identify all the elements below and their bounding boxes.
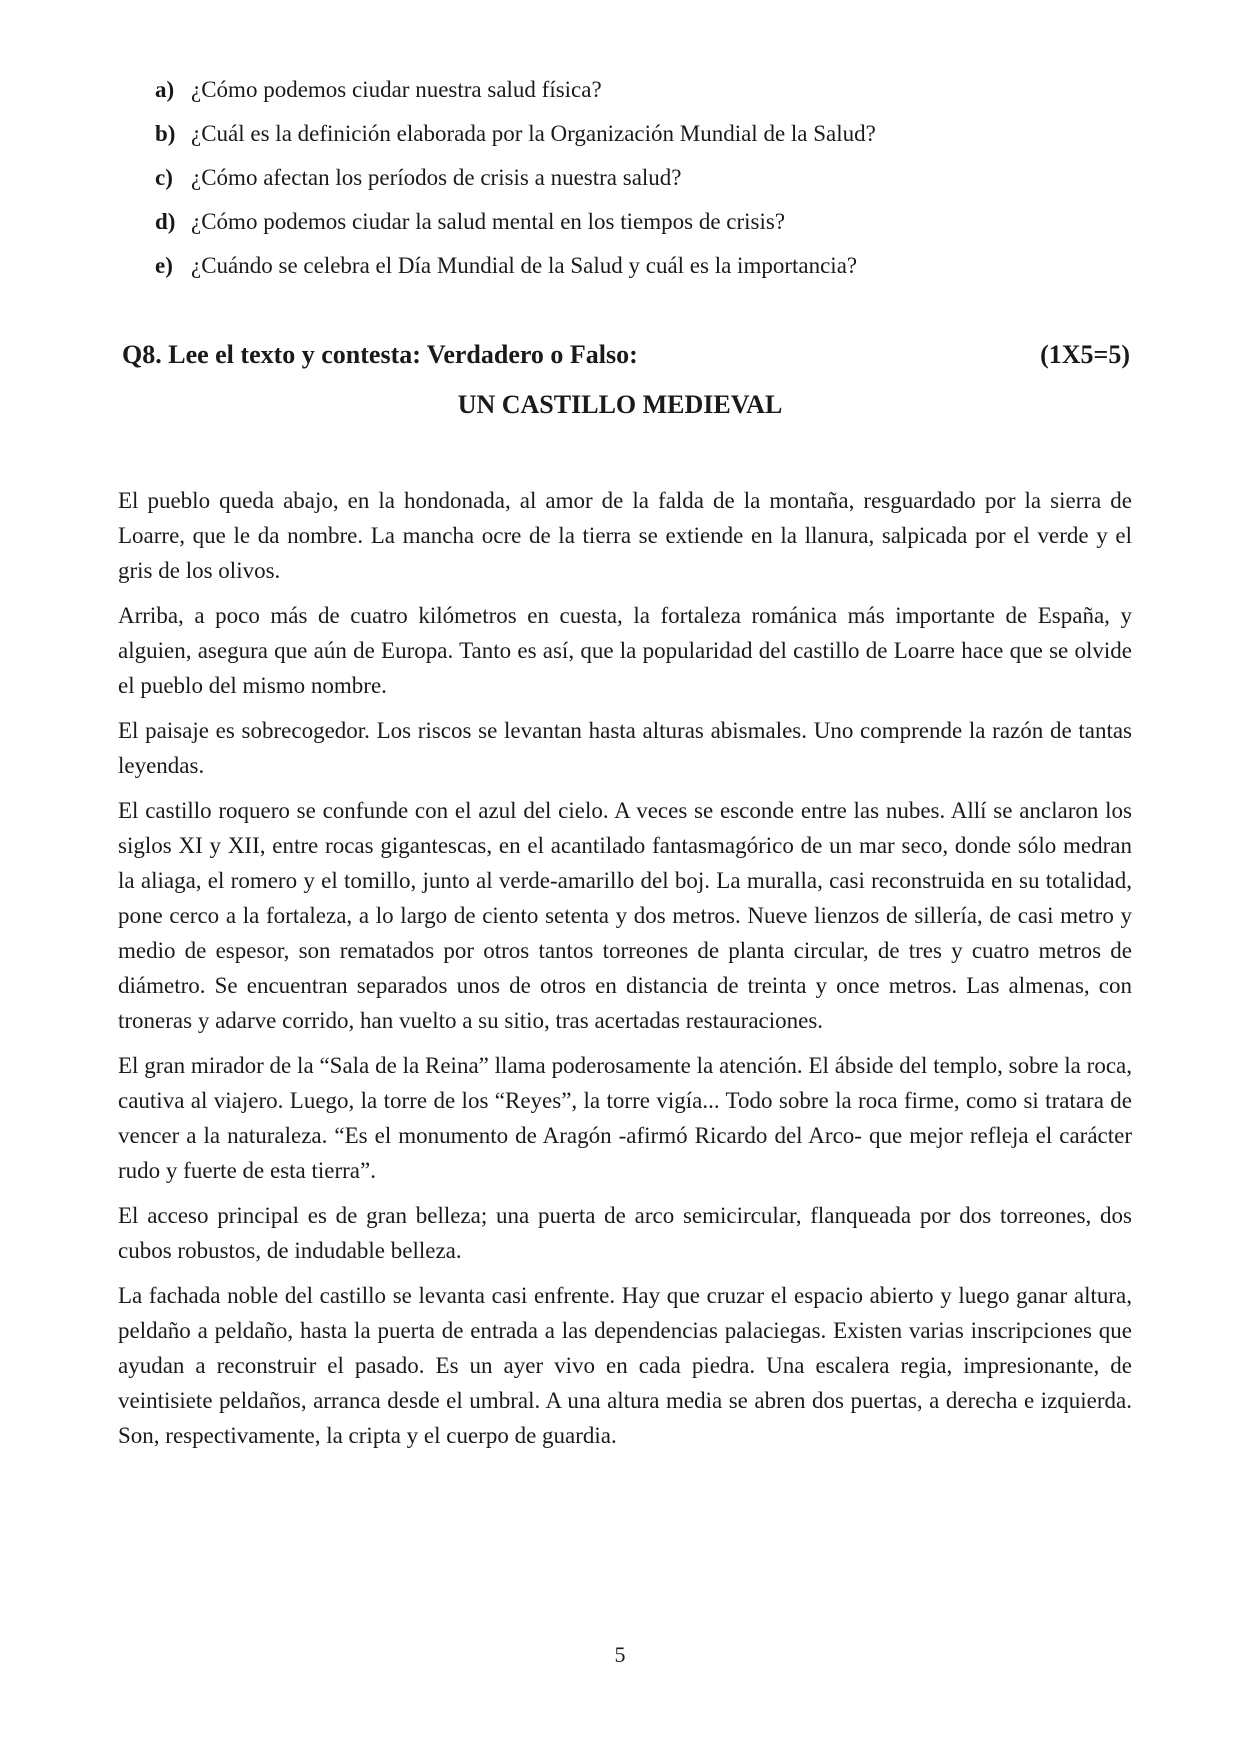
question-letter: c) [155, 165, 173, 190]
section-heading [122, 338, 1130, 372]
paragraph: El castillo roquero se confunde con el azul del cielo. A veces se esconde entre las nubes. Allí se anclaron los siglos XI y XII, entre rocas gigantescas, en el acantilado fantasmagórico de un mar seco, donde sólo medran la aliaga, el romero y el tomillo, junto al verde-amarillo del boj. La muralla, casi reconstruida en su totalidad, pone cerco a la fortaleza, a lo largo de ciento setenta y dos metros. Nueve lienzos de sillería, de casi metro y medio de espesor, son rematados por otros tantos torreones de planta circular, de tres y cuatro metros de diámetro. Se encuentran separados unos de otros en distancia de treinta y once metros. Las almenas, con troneras y adarve corrido, han vuelto a su sitio, tras acertadas restauraciones. [118, 798, 1132, 1033]
question-letter: b) [155, 121, 176, 146]
paragraph: El pueblo queda abajo, en la hondonada, al amor de la falda de la montaña, resguardado por la sierra de Loarre, que le da nombre. La mancha ocre de la tierra se extiende en la llanura, salpicada por el verde y el gris de los olivos. [118, 488, 1132, 583]
question-item [155, 200, 1155, 244]
question-item [155, 112, 1155, 156]
paragraph: La fachada noble del castillo se levanta casi enfrente. Hay que cruzar el espacio abierto y luego ganar altura, peldaño a peldaño, hasta la puerta de entrada a las dependencias palaciegas. Existen varias inscripciones que ayudan a reconstruir el pasado. Es un ayer vivo en cada piedra. Una escalera regia, impresionante, de veintisiete peldaños, arranca desde el umbral. A una altura media se abren dos puertas, a derecha e izquierda. Son, respectivamente, la cripta y el cuerpo de guardia. [118, 1283, 1132, 1448]
question-letter: d) [155, 209, 176, 234]
question-list [155, 68, 1155, 288]
page-number: 5 [614, 1642, 626, 1667]
reading-title: UN CASTILLO MEDIEVAL [457, 390, 783, 419]
paragraph: El acceso principal es de gran belleza; una puerta de arco semicircular, flanqueada por dos torreones, dos cubos robustos, de indudable belleza. [118, 1203, 1132, 1263]
paragraph: Arriba, a poco más de cuatro kilómetros en cuesta, la fortaleza románica más importante de España, y alguien, asegura que aún de Europa. Tanto es así, que la popularidad del castillo de Loarre hace que se olvide el pueblo del mismo nombre. [118, 603, 1132, 698]
section-marks: (1X5=5) [1040, 340, 1130, 369]
paragraph: El paisaje es sobrecogedor. Los riscos se levantan hasta alturas abismales. Uno comprende la razón de tantas leyendas. [118, 718, 1132, 778]
question-text: ¿Cuándo se celebra el Día Mundial de la Salud y cuál es la importancia? [191, 253, 858, 278]
paragraph: El gran mirador de la “Sala de la Reina” llama poderosamente la atención. El ábside del templo, sobre la roca, cautiva al viajero. Luego, la torre de los “Reyes”, la torre vigía... Todo sobre la roca firme, como si tratara de vencer a la naturaleza. “Es el monumento de Aragón -afirmó Ricardo del Arco- que mejor refleja el carácter rudo y fuerte de esta tierra”. [118, 1053, 1132, 1183]
reading-text [118, 483, 1132, 1463]
question-text: ¿Cuál es la definición elaborada por la Organización Mundial de la Salud? [191, 121, 876, 146]
section-heading-text: Q8. Lee el texto y contesta: Verdadero o Falso: [122, 340, 638, 369]
question-item [155, 68, 1155, 112]
question-text: ¿Cómo afectan los períodos de crisis a nuestra salud? [191, 165, 682, 190]
question-item [155, 244, 1155, 288]
question-text: ¿Cómo podemos ciudar la salud mental en los tiempos de crisis? [191, 209, 786, 234]
question-text: ¿Cómo podemos ciudar nuestra salud física? [191, 77, 602, 102]
question-letter: e) [155, 253, 173, 278]
question-letter: a) [155, 77, 175, 102]
question-item [155, 156, 1155, 200]
